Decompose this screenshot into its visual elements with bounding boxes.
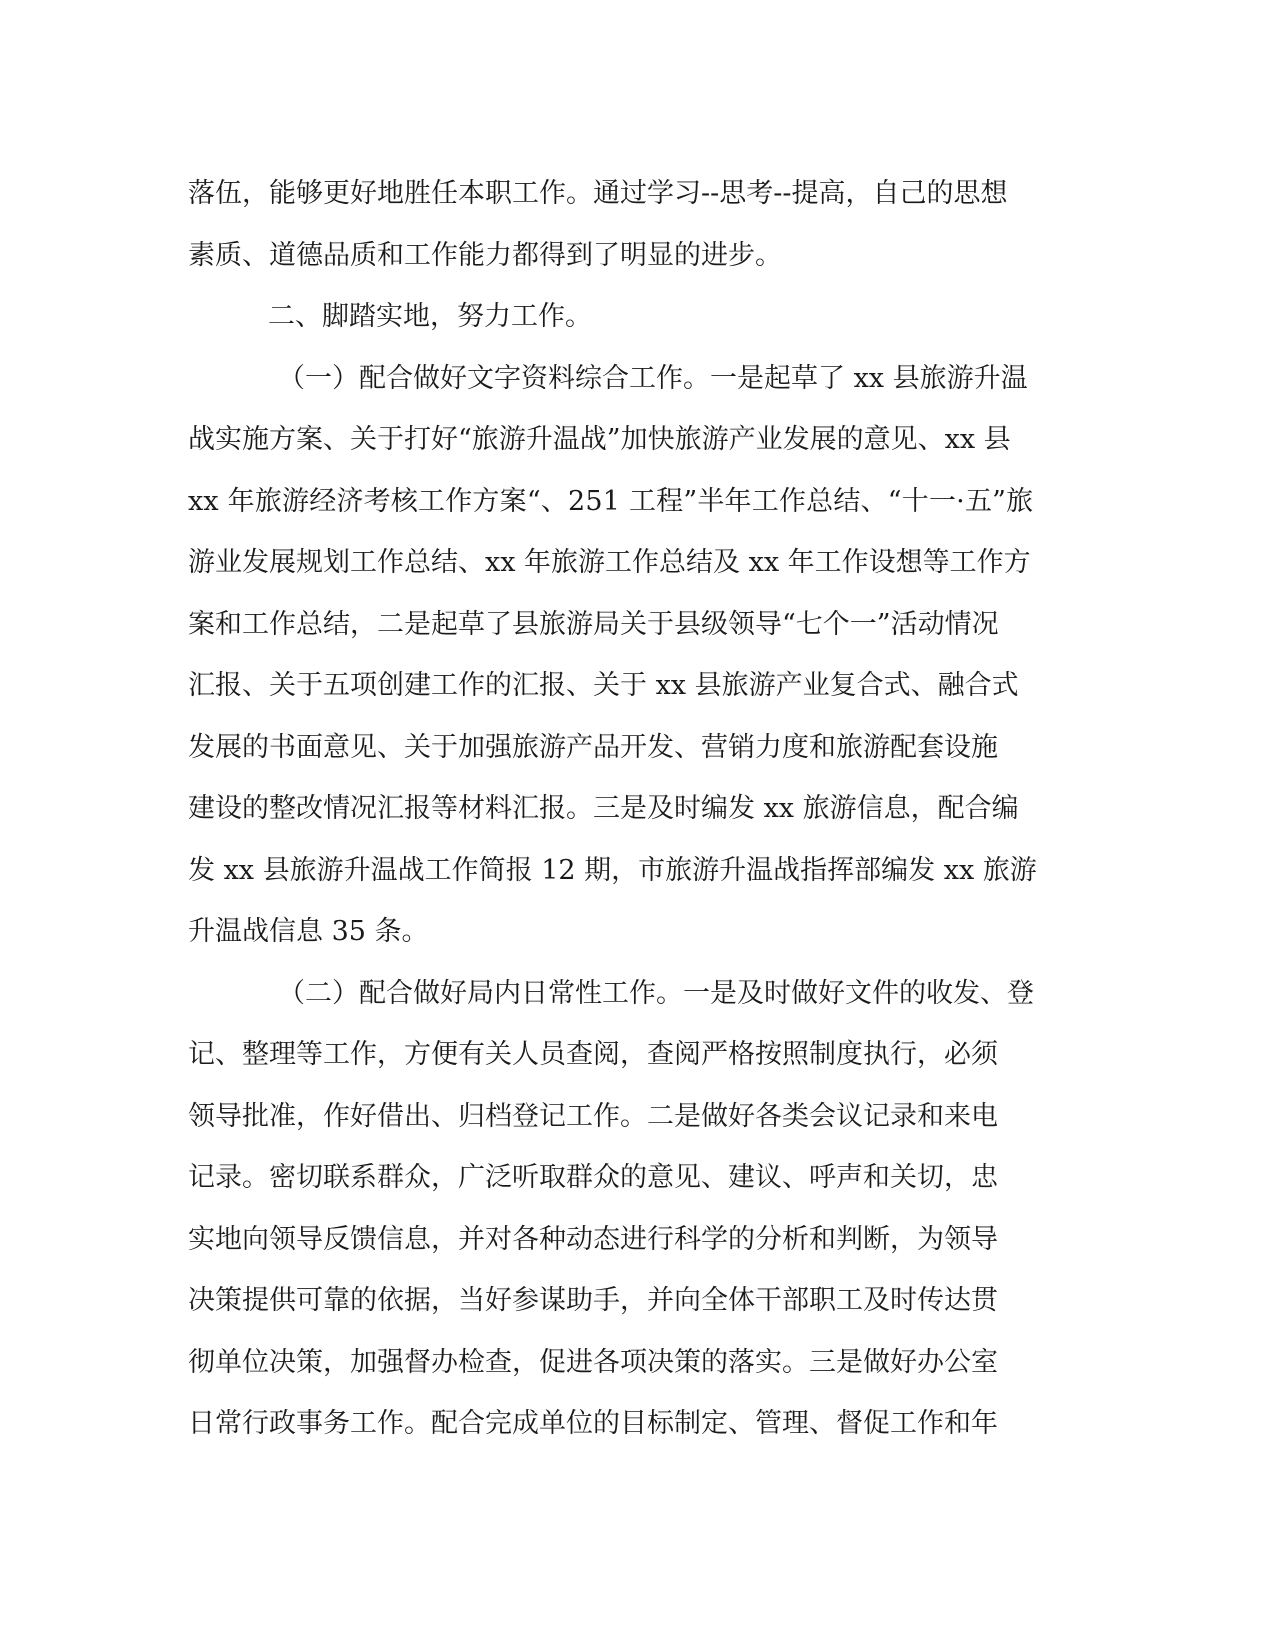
text-line: 素质、道德品质和工作能力都得到了明显的进步。 [188, 239, 782, 271]
text-line: 案和工作总结，二是起草了县旅游局关于县级领导“七个一”活动情况 [188, 608, 999, 640]
text-line: xx 年旅游经济考核工作方案“、251 工程”半年工作总结、“十一·五”旅 [188, 485, 1034, 517]
section-heading: 二、脚踏实地，努力工作。 [268, 301, 592, 332]
subsection-heading: （一）配合做好文字资料综合工作。一是起草了 xx 县旅游升温 [278, 362, 1028, 394]
text-line: 游业发展规划工作总结、xx 年旅游工作总结及 xx 年工作设想等工作方 [188, 547, 1031, 578]
text-line: 日常行政事务工作。配合完成单位的目标制定、管理、督促工作和年 [188, 1408, 998, 1439]
text-line: 汇报、关于五项创建工作的汇报、关于 xx 县旅游产业复合式、融合式 [188, 670, 1019, 701]
subsection-heading: （二）配合做好局内日常性工作。一是及时做好文件的收发、登 [278, 977, 1034, 1009]
text-line: 决策提供可靠的依据，当好参谋助手，并向全体干部职工及时传达贯 [188, 1285, 998, 1316]
text-line: 战实施方案、关于打好“旅游升温战”加快旅游产业发展的意见、xx 县 [188, 424, 1011, 455]
text-line: 彻单位决策，加强督办检查，促进各项决策的落实。三是做好办公室 [188, 1346, 998, 1378]
text-line: 落伍，能够更好地胜任本职工作。通过学习--思考--提高，自己的思想 [188, 178, 1008, 209]
text-line: 建设的整改情况汇报等材料汇报。三是及时编发 xx 旅游信息，配合编 [188, 793, 1019, 824]
text-line: 升温战信息 35 条。 [188, 916, 429, 947]
document-body [188, 163, 1088, 1455]
text-line: 实地向领导反馈信息，并对各种动态进行科学的分析和判断，为领导 [188, 1223, 998, 1255]
text-line: 记、整理等工作，方便有关人员查阅，查阅严格按照制度执行，必须 [188, 1039, 998, 1070]
text-line: 领导批准，作好借出、归档登记工作。二是做好各类会议记录和来电 [188, 1100, 998, 1132]
text-line: 发 xx 县旅游升温战工作简报 12 期，市旅游升温战指挥部编发 xx 旅游 [188, 854, 1037, 886]
text-line: 发展的书面意见、关于加强旅游产品开发、营销力度和旅游配套设施 [188, 731, 998, 763]
text-line: 记录。密切联系群众，广泛听取群众的意见、建议、呼声和关切，忠 [188, 1162, 998, 1193]
